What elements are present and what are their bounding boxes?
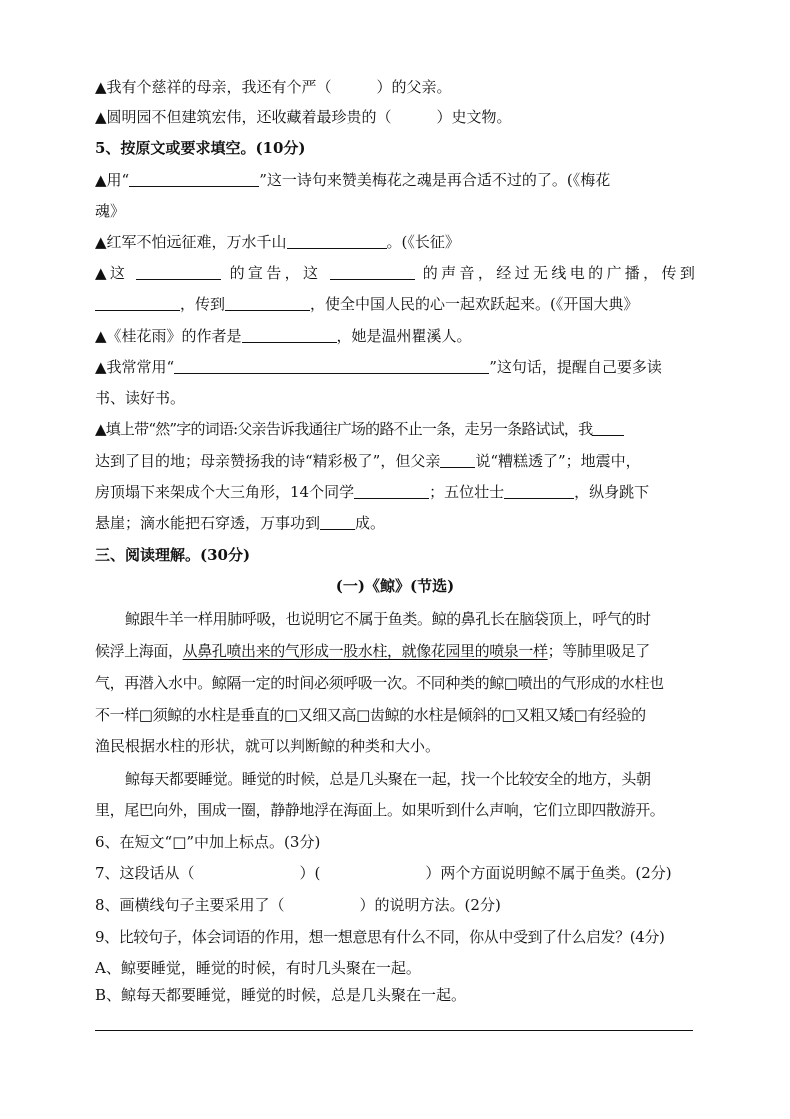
question-5-title: 5、按原文或要求填空。(10分)	[95, 139, 306, 157]
option-a: A、鲸要睡觉，睡觉的时候，有时几头聚在一起。	[95, 959, 421, 977]
q5-item-1-cont: 魂》	[95, 202, 126, 220]
passage-p1-line-4: 不一样□须鲸的水柱是垂直的□又细又高□齿鲸的水柱是倾斜的□又粗又矮□有经验的	[95, 706, 646, 724]
question-7: 7、这段话从（ ）( ）两个方面说明鲸不属于鱼类。(2分)	[95, 864, 672, 882]
answer-blank[interactable]	[440, 451, 475, 468]
q5-item-6: ▲填上带“然”字的词语:父亲告诉我通往广场的路不止一条，走另一条路试试，我	[95, 419, 695, 439]
answer-blank[interactable]	[242, 326, 337, 343]
q5-item-4: ▲《桂花雨》的作者是 ，她是温州瞿溪人。	[95, 327, 472, 345]
answer-blank[interactable]	[129, 170, 259, 187]
question-8: 8、画横线句子主要采用了（ ）的说明方法。(2分)	[95, 896, 501, 914]
q5-item-6-line-3: 房顶塌下来架成个大三角形，14个同学 ；五位壮士 ，纵身跳下	[95, 483, 650, 501]
answer-blank[interactable]	[320, 513, 355, 530]
q5-item-3: ▲这 的宣告，这 的声音，经过无线电的广播，传到	[95, 264, 695, 282]
answer-blank[interactable]	[330, 263, 415, 280]
option-b: B、鲸每天都要睡觉，睡觉的时候，总是几头聚在一起。	[95, 986, 467, 1004]
passage-p1-line-2: 候浮上海面，从鼻孔喷出来的气形成一股水柱，就像花园里的喷泉一样；等肺里吸足了	[95, 642, 650, 660]
q5-item-1: ▲用“ ”这一诗句来赞美梅花之魂是再合适不过的了。(《梅花	[95, 171, 611, 189]
passage-p2-line-1: 鲸每天都要睡觉。睡觉的时候，总是几头聚在一起，找一个比较安全的地方，头朝	[125, 770, 651, 788]
part-3-title: 三、阅读理解。(30分)	[95, 546, 251, 564]
q5-item-5: ▲我常常用“ ”这句话，提醒自己要多读	[95, 358, 662, 376]
q5-item-5-cont: 书、读好书。	[95, 389, 186, 407]
answer-blank[interactable]	[225, 294, 310, 311]
answer-line[interactable]	[95, 1030, 693, 1031]
q5-item-6-line-4: 悬崖；滴水能把石穿透，万事功到 成。	[95, 514, 386, 532]
passage-title: (一)《鲸》(节选)	[335, 577, 455, 595]
passage-p1-line-5: 渔民根据水柱的形状，就可以判断鲸的种类和大小。	[95, 737, 441, 755]
fill-blank-line-2: ▲圆明园不但建筑宏伟，还收藏着最珍贵的（ ）史文物。	[95, 108, 512, 126]
underlined-sentence: 从鼻孔喷出来的气形成一股水柱，就像花园里的喷泉一样	[182, 642, 548, 660]
passage-p1-line-3: 气，再潜入水中。鲸隔一定的时间必须呼吸一次。不同种类的鲸□喷出的气形成的水柱也	[95, 674, 664, 692]
q5-item-2: ▲红军不怕远征难，万水千山 。(《长征》	[95, 233, 460, 251]
answer-blank[interactable]	[592, 419, 624, 436]
answer-blank[interactable]	[174, 357, 489, 374]
answer-blank[interactable]	[136, 263, 221, 280]
q5-item-3-cont: ，传到 ，使全中国人民的心一起欢跃起来。(《开国大典》	[95, 294, 695, 314]
fill-blank-line-1: ▲我有个慈祥的母亲，我还有个严（ ）的父亲。	[95, 78, 452, 96]
answer-blank[interactable]	[504, 482, 574, 499]
answer-blank[interactable]	[287, 232, 387, 249]
question-6: 6、在短文“□”中加上标点。(3分)	[95, 833, 321, 851]
answer-blank[interactable]	[354, 482, 429, 499]
passage-p2-line-2: 里，尾巴向外，围成一圈，静静地浮在海面上。如果听到什么声响，它们立即四散游开。	[95, 801, 665, 819]
q5-item-6-line-2: 达到了目的地；母亲赞扬我的诗“精彩极了”，但父亲 说“糟糕透了”；地震中，	[95, 452, 641, 470]
passage-p1-line-1: 鲸跟牛羊一样用肺呼吸，也说明它不属于鱼类。鲸的鼻孔长在脑袋顶上，呼气的时	[125, 610, 651, 628]
question-9: 9、比较句子，体会词语的作用，想一想意思有什么不同，你从中受到了什么启发？(4分)	[95, 928, 665, 946]
answer-blank[interactable]	[95, 294, 180, 311]
